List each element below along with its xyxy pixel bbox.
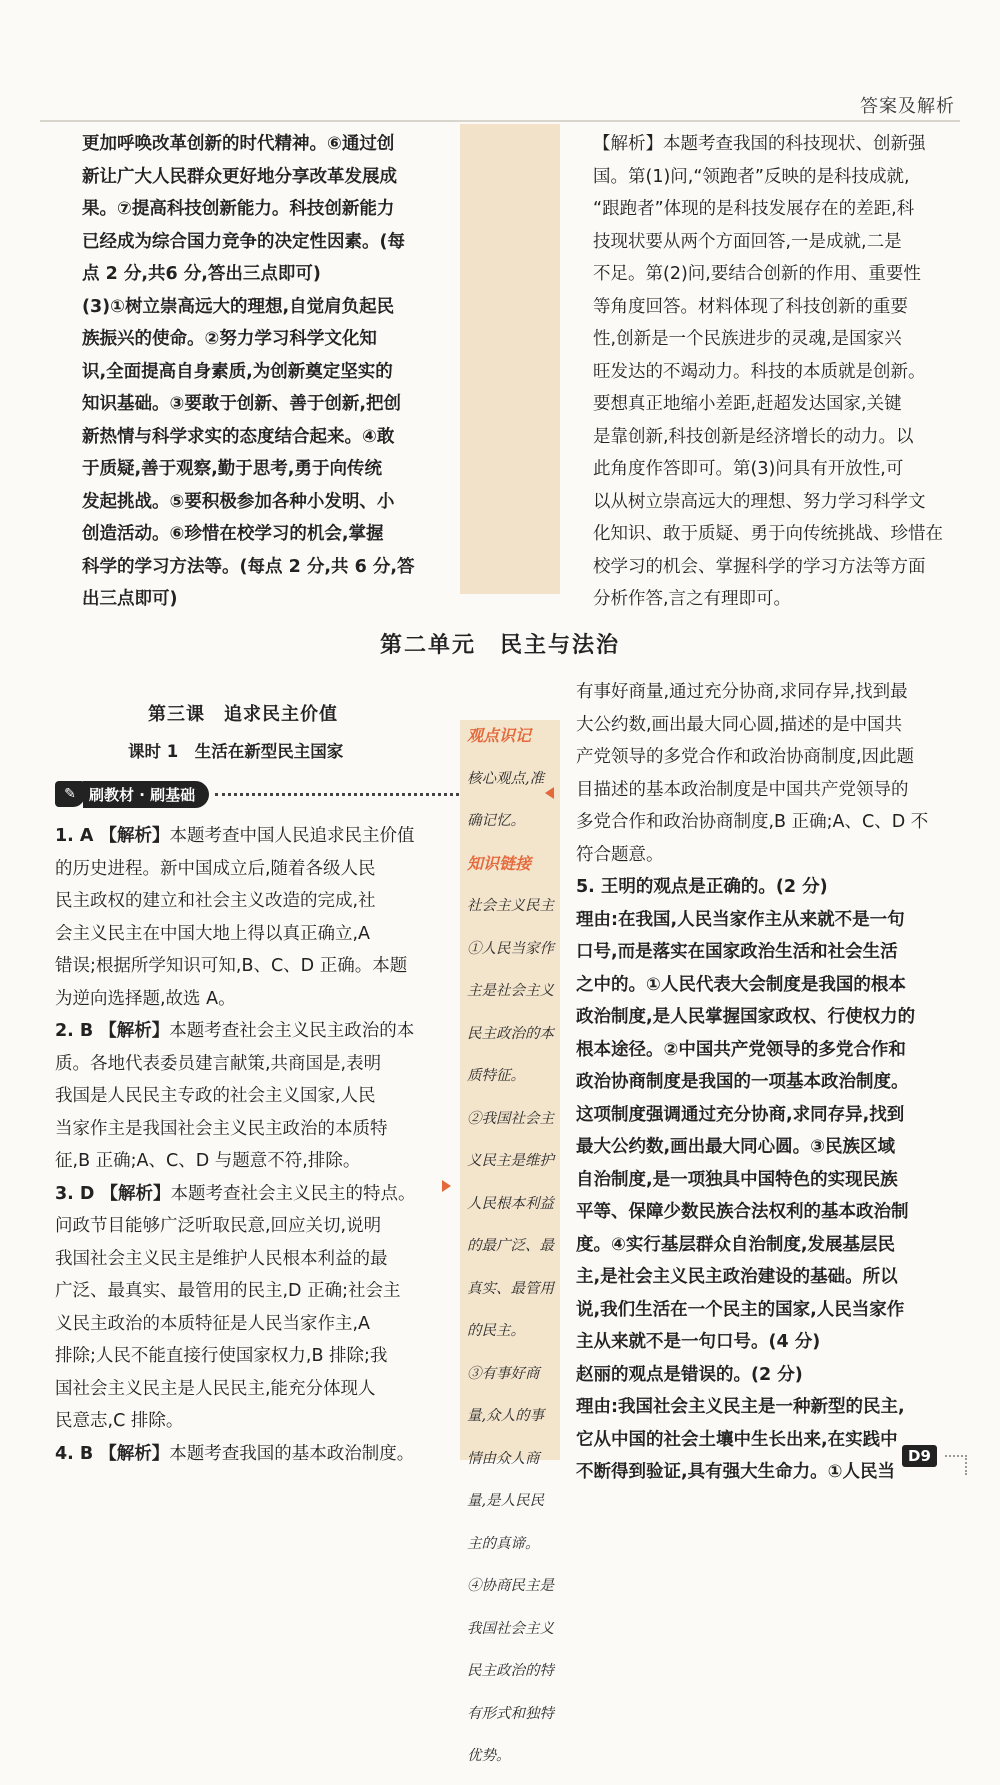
text-line: 多党合作和政治协商制度,B 正确;A、C、D 不: [576, 812, 929, 832]
text-line: 民意志,C 排除。: [55, 1411, 184, 1431]
banner-label: 刷教材 · 刷基础: [83, 781, 209, 808]
header-divider: [40, 120, 960, 122]
lesson-title: 第三课 追求民主价值: [148, 704, 338, 725]
top-right-column: [593, 128, 958, 616]
question-item: [55, 820, 440, 1015]
text-line: 化知识、敢于质疑、勇于向传统挑战、珍惜在: [593, 524, 943, 544]
question-item: [55, 1015, 440, 1178]
text-line: 会主义民主在中国大地上得以真正确立,A: [55, 923, 371, 944]
text-line: 广泛、最真实、最管用的民主,D 正确;社会主: [55, 1281, 401, 1301]
text-line: 于质疑,善于观察,勤于思考,勇于向传统: [82, 459, 382, 479]
text-line: 出三点即可): [82, 589, 178, 609]
text-line: 分析作答,言之有理即可。: [593, 589, 792, 609]
text-line: 义民主政治的本质特征是人民当家作主,A: [55, 1313, 371, 1334]
text-line: 理由:我国社会主义民主是一种新型的民主,: [576, 1397, 905, 1417]
text-line: 以从树立崇高远大的理想、努力学习科学文: [593, 491, 926, 512]
question-number: 1. A: [55, 826, 94, 846]
arrow-left-icon: [545, 787, 554, 799]
text-line: 科学的学习方法等。(每点 2 分,共 6 分,答: [82, 556, 415, 577]
period-title: 课时 1 生活在新型民主国家: [128, 742, 344, 761]
side-note-line: 社会主义民主: [467, 898, 554, 914]
questions-left-column: [55, 820, 440, 1470]
section-banner: [55, 778, 465, 810]
text-line: 有事好商量,通过充分协商,求同存异,找到最: [576, 682, 908, 702]
side-note-line: 质特征。: [467, 1068, 525, 1084]
side-note-line: ②我国社会主: [467, 1110, 554, 1127]
side-note-line: 主的真谛。: [467, 1535, 540, 1552]
side-note-line: 的最广泛、最: [467, 1238, 554, 1254]
text-line: 民主政权的建立和社会主义改造的完成,社: [55, 891, 376, 911]
text-line: 这项制度强调通过充分协商,求同存异,找到: [576, 1104, 905, 1125]
text-line: 【解析】本题考查我国的科技现状、创新强: [593, 134, 926, 154]
text-line: 不足。第(2)问,要结合创新的作用、重要性: [593, 264, 921, 284]
text-line: 2. B 【解析】本题考查社会主义民主政治的本: [55, 1021, 415, 1041]
text-line: 质。各地代表委员建言献策,共商国是,表明: [55, 1053, 382, 1074]
text-line: 4. B 【解析】本题考查我国的基本政治制度。: [55, 1443, 415, 1464]
page-number: D9: [902, 1445, 937, 1467]
text-line: (3)①树立崇高远大的理想,自觉肩负起民: [82, 296, 395, 317]
text-line: 不断得到验证,具有强大生命力。①人民当: [576, 1462, 895, 1482]
text-line: 是靠创新,科技创新是经济增长的动力。以: [593, 426, 914, 447]
text-line: 校学习的机会、掌握科学的学习方法等方面: [593, 556, 926, 577]
top-left-column: [82, 128, 450, 616]
side-heading-viewpoint: 观点识记: [467, 726, 532, 745]
text-line: 根本途径。②中国共产党领导的多党合作和: [576, 1039, 906, 1060]
book-icon: ✎: [55, 781, 85, 807]
question-number: 3. D: [55, 1183, 95, 1204]
text-line: 当家作主是我国社会主义民主政治的本质特: [55, 1118, 388, 1139]
text-line: 为逆向选择题,故选 A。: [55, 988, 236, 1009]
text-line: 符合题意。: [576, 844, 664, 865]
text-line: 说,我们生活在一个民主的国家,人民当家作: [576, 1299, 905, 1320]
analysis-tag: 【解析】: [99, 826, 170, 846]
text-line: 更加呼唤改革创新的时代精神。⑥通过创: [82, 134, 395, 154]
text-line: 已经成为综合国力竞争的决定性因素。(每: [82, 231, 405, 252]
text-line: 自治制度,是一项独具中国特色的实现民族: [576, 1169, 898, 1190]
side-note-line: ①人民当家作: [467, 940, 554, 957]
side-note-line: 量,是人民民: [467, 1493, 545, 1509]
text-line: 征,B 正确;A、C、D 与题意不符,排除。: [55, 1151, 361, 1171]
side-note-line: 有形式和独特: [467, 1705, 554, 1722]
side-note-line: 量,众人的事: [467, 1408, 545, 1424]
text-line: 最大公约数,画出最大同心圆。③民族区域: [576, 1137, 895, 1157]
text-line: 要想真正地缩小差距,赶超发达国家,关键: [593, 394, 902, 414]
question-item: [55, 1178, 440, 1438]
banner-dotted-line: [215, 793, 465, 796]
side-notes: [467, 722, 557, 1785]
side-note-line: 情由众人商: [467, 1450, 540, 1467]
text-line: 旺发达的不竭动力。科技的本质就是创新。: [593, 361, 926, 382]
side-block-knowledge: [467, 892, 557, 1770]
text-line: 口号,而是落实在国家政治生活和社会生活: [576, 942, 898, 962]
text-line: 问政节目能够广泛听取民意,回应关切,说明: [55, 1216, 382, 1236]
page-corner-dots: [945, 1455, 967, 1475]
text-line: 大公约数,画出最大同心圆,描述的是中国共: [576, 714, 903, 735]
side-note-line: 的民主。: [467, 1323, 525, 1339]
text-line: 错误;根据所学知识可知,B、C、D 正确。本题: [55, 956, 408, 976]
text-line: 它从中国的社会土壤中生长出来,在实践中: [576, 1429, 898, 1450]
text-line: 此角度作答即可。第(3)问具有开放性,可: [593, 459, 904, 479]
text-line: 国社会主义民主是人民民主,能充分体现人: [55, 1378, 376, 1399]
text-line: 度。④实行基层群众自治制度,发展基层民: [576, 1234, 895, 1255]
side-note-line: 民主政治的特: [467, 1663, 554, 1679]
text-line: 发起挑战。⑤要积极参加各种小发明、小: [82, 491, 395, 512]
question-item: [55, 1438, 440, 1471]
side-block-viewpoint: [467, 765, 557, 836]
side-note-line: 民主政治的本: [467, 1025, 554, 1042]
side-note-line: 人民根本利益: [467, 1195, 554, 1212]
side-heading-knowledge: 知识链接: [467, 853, 532, 873]
text-line: 的历史进程。新中国成立后,随着各级人民: [55, 858, 376, 879]
text-line: 我国社会主义民主是维护人民根本利益的最: [55, 1248, 388, 1269]
running-header: 答案及解析: [860, 96, 955, 117]
text-line: 等角度回答。材料体现了科技创新的重要: [593, 296, 908, 317]
text-line: 政治协商制度是我国的一项基本政治制度。: [576, 1072, 909, 1092]
text-line: 创造活动。⑥珍惜在校学习的机会,掌握: [82, 524, 384, 544]
text-line: 新热情与科学求实的态度结合起来。④敢: [82, 426, 395, 447]
analysis-tag: 【解析】: [99, 1021, 170, 1041]
analysis-tag: 【解析】: [100, 1183, 171, 1204]
question-number: 4. B: [55, 1443, 94, 1464]
side-note-line: 优势。: [467, 1748, 511, 1764]
text-line: 政治制度,是人民掌握国家政权、行使权力的: [576, 1007, 916, 1027]
text-line: 技现状要从两个方面回答,一是成就,二是: [593, 231, 902, 252]
text-line: “跟跑者”体现的是科技发展存在的差距,科: [593, 199, 915, 219]
analysis-tag: 【解析】: [99, 1443, 170, 1464]
side-note-line: 义民主是维护: [467, 1153, 554, 1169]
text-line: 赵丽的观点是错误的。(2 分): [576, 1364, 803, 1385]
text-line: 族振兴的使命。②努力学习科学文化知: [82, 329, 377, 349]
text-line: 之中的。①人民代表大会制度是我国的根本: [576, 974, 906, 995]
text-line: 3. D 【解析】本题考查社会主义民主的特点。: [55, 1183, 416, 1204]
text-line: 新让广大人民群众更好地分享改革发展成: [82, 166, 397, 187]
text-line: 主,是社会主义民主政治建设的基础。所以: [576, 1267, 898, 1287]
side-strip: [460, 124, 560, 594]
text-line: 主从来就不是一句口号。(4 分): [576, 1332, 821, 1352]
arrow-right-icon: [442, 1180, 451, 1192]
side-note-line: ③有事好商: [467, 1365, 540, 1382]
text-line: 知识基础。③要敢于创新、善于创新,把创: [82, 394, 401, 414]
side-note-line: ④协商民主是: [467, 1578, 554, 1594]
text-line: 点 2 分,共6 分,答出三点即可): [82, 264, 321, 284]
question-number: 5.: [576, 877, 595, 897]
unit-title: 第二单元 民主与法治: [379, 633, 620, 658]
text-line: 我国是人民民主专政的社会主义国家,人民: [55, 1086, 376, 1106]
question-number: 2. B: [55, 1021, 94, 1041]
text-line: 1. A 【解析】本题考查中国人民追求民主价值: [55, 826, 415, 846]
questions-right-column: [576, 676, 958, 1489]
side-note-line: 我国社会主义: [467, 1620, 554, 1637]
text-line: 平等、保障少数民族合法权利的基本政治制: [576, 1202, 909, 1222]
side-note-line: 真实、最管用: [467, 1280, 554, 1297]
text-line: 识,全面提高自身素质,为创新奠定坚实的: [82, 361, 393, 382]
text-line: 产党领导的多党合作和政治协商制度,因此题: [576, 747, 915, 767]
text-line: 理由:在我国,人民当家作主从来就不是一句: [576, 909, 905, 930]
text-line: 5. 王明的观点是正确的。(2 分): [576, 877, 828, 897]
text-line: 性,创新是一个民族进步的灵魂,是国家兴: [593, 329, 902, 349]
side-note-line: 主是社会主义: [467, 983, 554, 999]
text-line: 目描述的基本政治制度是中国共产党领导的: [576, 779, 909, 800]
side-note-line: 核心观点,准: [467, 770, 545, 787]
text-line: 国。第(1)问,“领跑者”反映的是科技成就,: [593, 166, 910, 187]
text-line: 排除;人民不能直接行使国家权力,B 排除;我: [55, 1346, 388, 1366]
side-note-line: 确记忆。: [467, 813, 525, 829]
text-line: 果。⑦提高科技创新能力。科技创新能力: [82, 199, 395, 219]
